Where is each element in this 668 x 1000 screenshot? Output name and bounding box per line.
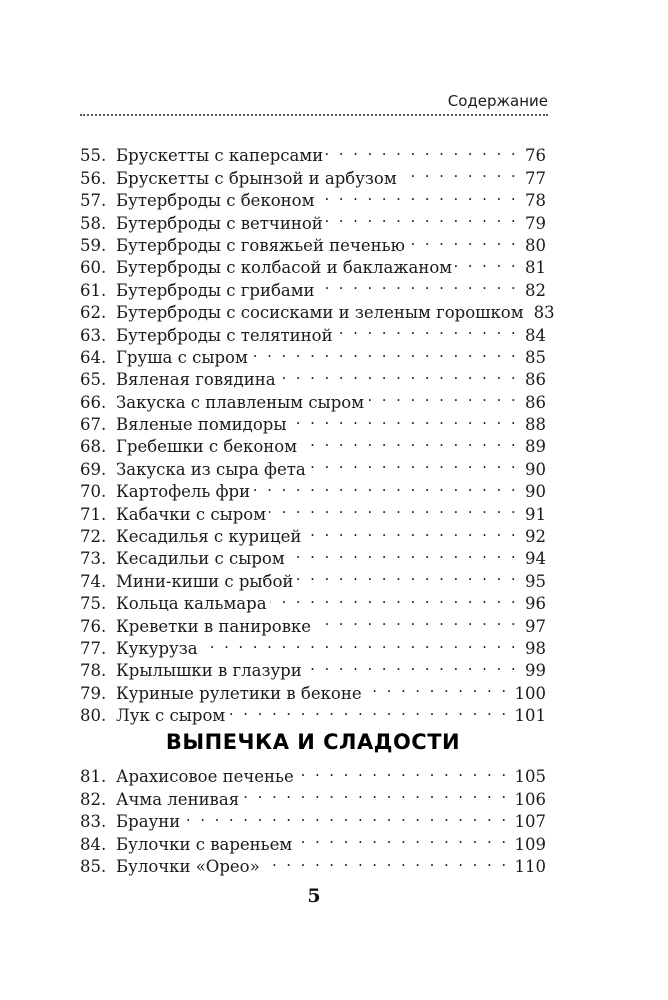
dot-leader [326,206,518,228]
dot-leader [305,654,518,676]
toc-entry-page: 83 [533,303,555,323]
toc-entry-number: 75. [80,594,107,614]
toc-entry-number: 60. [80,258,107,278]
toc-entry-title: Вяленая говядина [116,369,279,391]
toc-entry-title: Кукуруза [116,638,201,660]
dot-leader [183,805,508,827]
dot-leader [300,430,518,452]
toc-entry-page: 78 [525,191,546,211]
toc-entry-number: 72. [80,527,107,547]
toc-entry-number: 80. [80,706,107,726]
toc-entry-title: Ачма ленивая [116,789,242,811]
dot-leader [318,273,518,295]
toc-entry-page: 90 [525,482,546,502]
toc-entry-number: 59. [80,235,107,255]
toc-entry-page: 76 [525,146,546,166]
dot-leader [336,318,518,340]
toc-entry-page: 79 [525,213,546,233]
toc-entry-number: 65. [80,370,107,390]
dot-leader [270,587,518,609]
toc-entry-title: Картофель фри [116,481,253,503]
dot-leader [228,699,508,721]
toc-entry-title: Груша с сыром [116,347,251,369]
dot-leader [400,161,518,183]
toc-entry-page: 107 [514,812,546,832]
toc-entry-number: 76. [80,616,107,636]
toc-entry-title: Крылышки в глазури [116,660,305,682]
dot-leader [251,341,518,363]
toc-entry-title: Кольца кальмара [116,593,270,615]
toc-entry-number: 69. [80,459,107,479]
toc-entry-page: 77 [525,168,546,188]
toc-entry-page: 110 [514,856,546,876]
toc-entry-title: Мини-киши с рыбой [116,571,296,593]
toc-entry-page: 85 [525,347,546,367]
toc-entry-number: 79. [80,683,107,703]
dotted-rule [80,114,548,116]
toc-entry-page: 106 [514,789,546,809]
toc-entry-number: 63. [80,325,107,345]
toc-entry-title: Булочки «Орео» [116,856,263,878]
dot-leader [242,782,508,804]
toc-entry-title: Бутерброды с беконом [116,190,317,212]
toc-entry-page: 89 [525,437,546,457]
toc-entry-page: 95 [525,571,546,591]
toc-entry-page: 82 [525,280,546,300]
dot-leader [269,497,518,519]
toc-entry-title: Гребешки с беконом [116,436,300,458]
toc-entry-page: 80 [525,235,546,255]
toc-entry-number: 68. [80,437,107,457]
dot-leader [201,632,518,654]
running-head: Содержание [447,92,548,110]
dot-leader [317,184,518,206]
dot-leader [365,676,509,698]
toc-entry-number: 77. [80,638,107,658]
toc-entry-title: Кесадилья с курицей [116,526,304,548]
toc-entry-page: 84 [525,325,546,345]
dot-leader [408,229,518,251]
toc-entry-page: 86 [525,370,546,390]
toc-entry-number: 85. [80,856,107,876]
dot-leader [314,609,518,631]
dot-leader [304,520,518,542]
toc-entry-number: 73. [80,549,107,569]
toc-entry-title: Арахисовое печенье [116,766,297,788]
toc-entry-number: 57. [80,191,107,211]
toc-entry-page: 97 [525,616,546,636]
toc-entry-title: Брускетты с каперсами [116,145,326,167]
toc-entry-title: Закуска с плавленым сыром [116,392,367,414]
toc-entry-title: Лук с сыром [116,705,228,727]
section-heading: ВЫПЕЧКА И СЛАДОСТИ [165,730,461,754]
toc-entry-page: 92 [525,527,546,547]
toc-entry-title: Булочки с вареньем [116,834,295,856]
toc-entry-page: 86 [525,392,546,412]
toc-entry-title: Кесадильи с сыром [116,548,288,570]
toc-entry-page: 99 [525,661,546,681]
dot-leader [289,408,518,430]
dot-leader [253,475,518,497]
toc-entry-title: Бутерброды с телятиной [116,325,336,347]
toc-entry-title: Кабачки с сыром [116,504,269,526]
toc-entry-title: Закуска из сыра фета [116,459,309,481]
toc-entry-page: 100 [514,683,546,703]
toc-entry-title: Вяленые помидоры [116,414,289,436]
toc-entry-title: Бутерброды с колбасой и баклажаном [116,257,455,279]
toc-entry-number: 58. [80,213,107,233]
toc-entry-number: 83. [80,812,107,832]
dot-leader [279,363,518,385]
toc-entry-page: 81 [525,258,546,278]
toc-entry-title: Бутерброды с грибами [116,280,318,302]
toc-entry-page: 88 [525,415,546,435]
toc-entry-number: 67. [80,415,107,435]
toc-entry-page: 96 [525,594,546,614]
toc-entry-page: 94 [525,549,546,569]
dot-leader [297,760,509,782]
toc-entry-page: 91 [525,504,546,524]
dot-leader [295,827,508,849]
toc-entry-page: 105 [514,767,546,787]
dot-leader [288,542,518,564]
toc-entry-number: 84. [80,834,107,854]
dot-leader [263,850,509,872]
toc-entry-page: 98 [525,638,546,658]
toc-entry-number: 81. [80,767,107,787]
toc-entry-number: 62. [80,303,107,323]
toc-entry-page: 90 [525,459,546,479]
dot-leader [296,564,518,586]
toc-list-baking [80,760,546,876]
toc-entry-number: 71. [80,504,107,524]
toc-entry-title: Брауни [116,811,183,833]
toc-entry-number: 55. [80,146,107,166]
page-number: 5 [307,885,321,907]
toc-entry-number: 56. [80,168,107,188]
dot-leader [326,139,518,161]
toc-entry-title: Куриные рулетики в беконе [116,683,365,705]
dot-leader [309,452,518,474]
toc-entry-page: 109 [514,834,546,854]
toc-entry-number: 82. [80,789,107,809]
toc-entry-title: Брускетты с брынзой и арбузом [116,168,400,190]
toc-entry-number: 61. [80,280,107,300]
dot-leader [367,385,518,407]
toc-entry-number: 74. [80,571,107,591]
dot-leader [455,251,518,273]
toc-entry-title: Бутерброды с ветчиной [116,213,326,235]
toc-entry-number: 66. [80,392,107,412]
toc-entry-number: 70. [80,482,107,502]
toc-entry-number: 64. [80,347,107,367]
toc-entry-title: Бутерброды с говяжьей печенью [116,235,408,257]
toc-entry-title: Бутерброды с сосисками и зеленым горошком [116,302,527,324]
toc-entry-title: Креветки в панировке [116,616,314,638]
toc-entry [80,760,546,787]
toc-entry [80,139,546,166]
toc-entry-number: 78. [80,661,107,681]
toc-entry-page: 101 [514,706,546,726]
toc-list-snacks [80,139,555,726]
